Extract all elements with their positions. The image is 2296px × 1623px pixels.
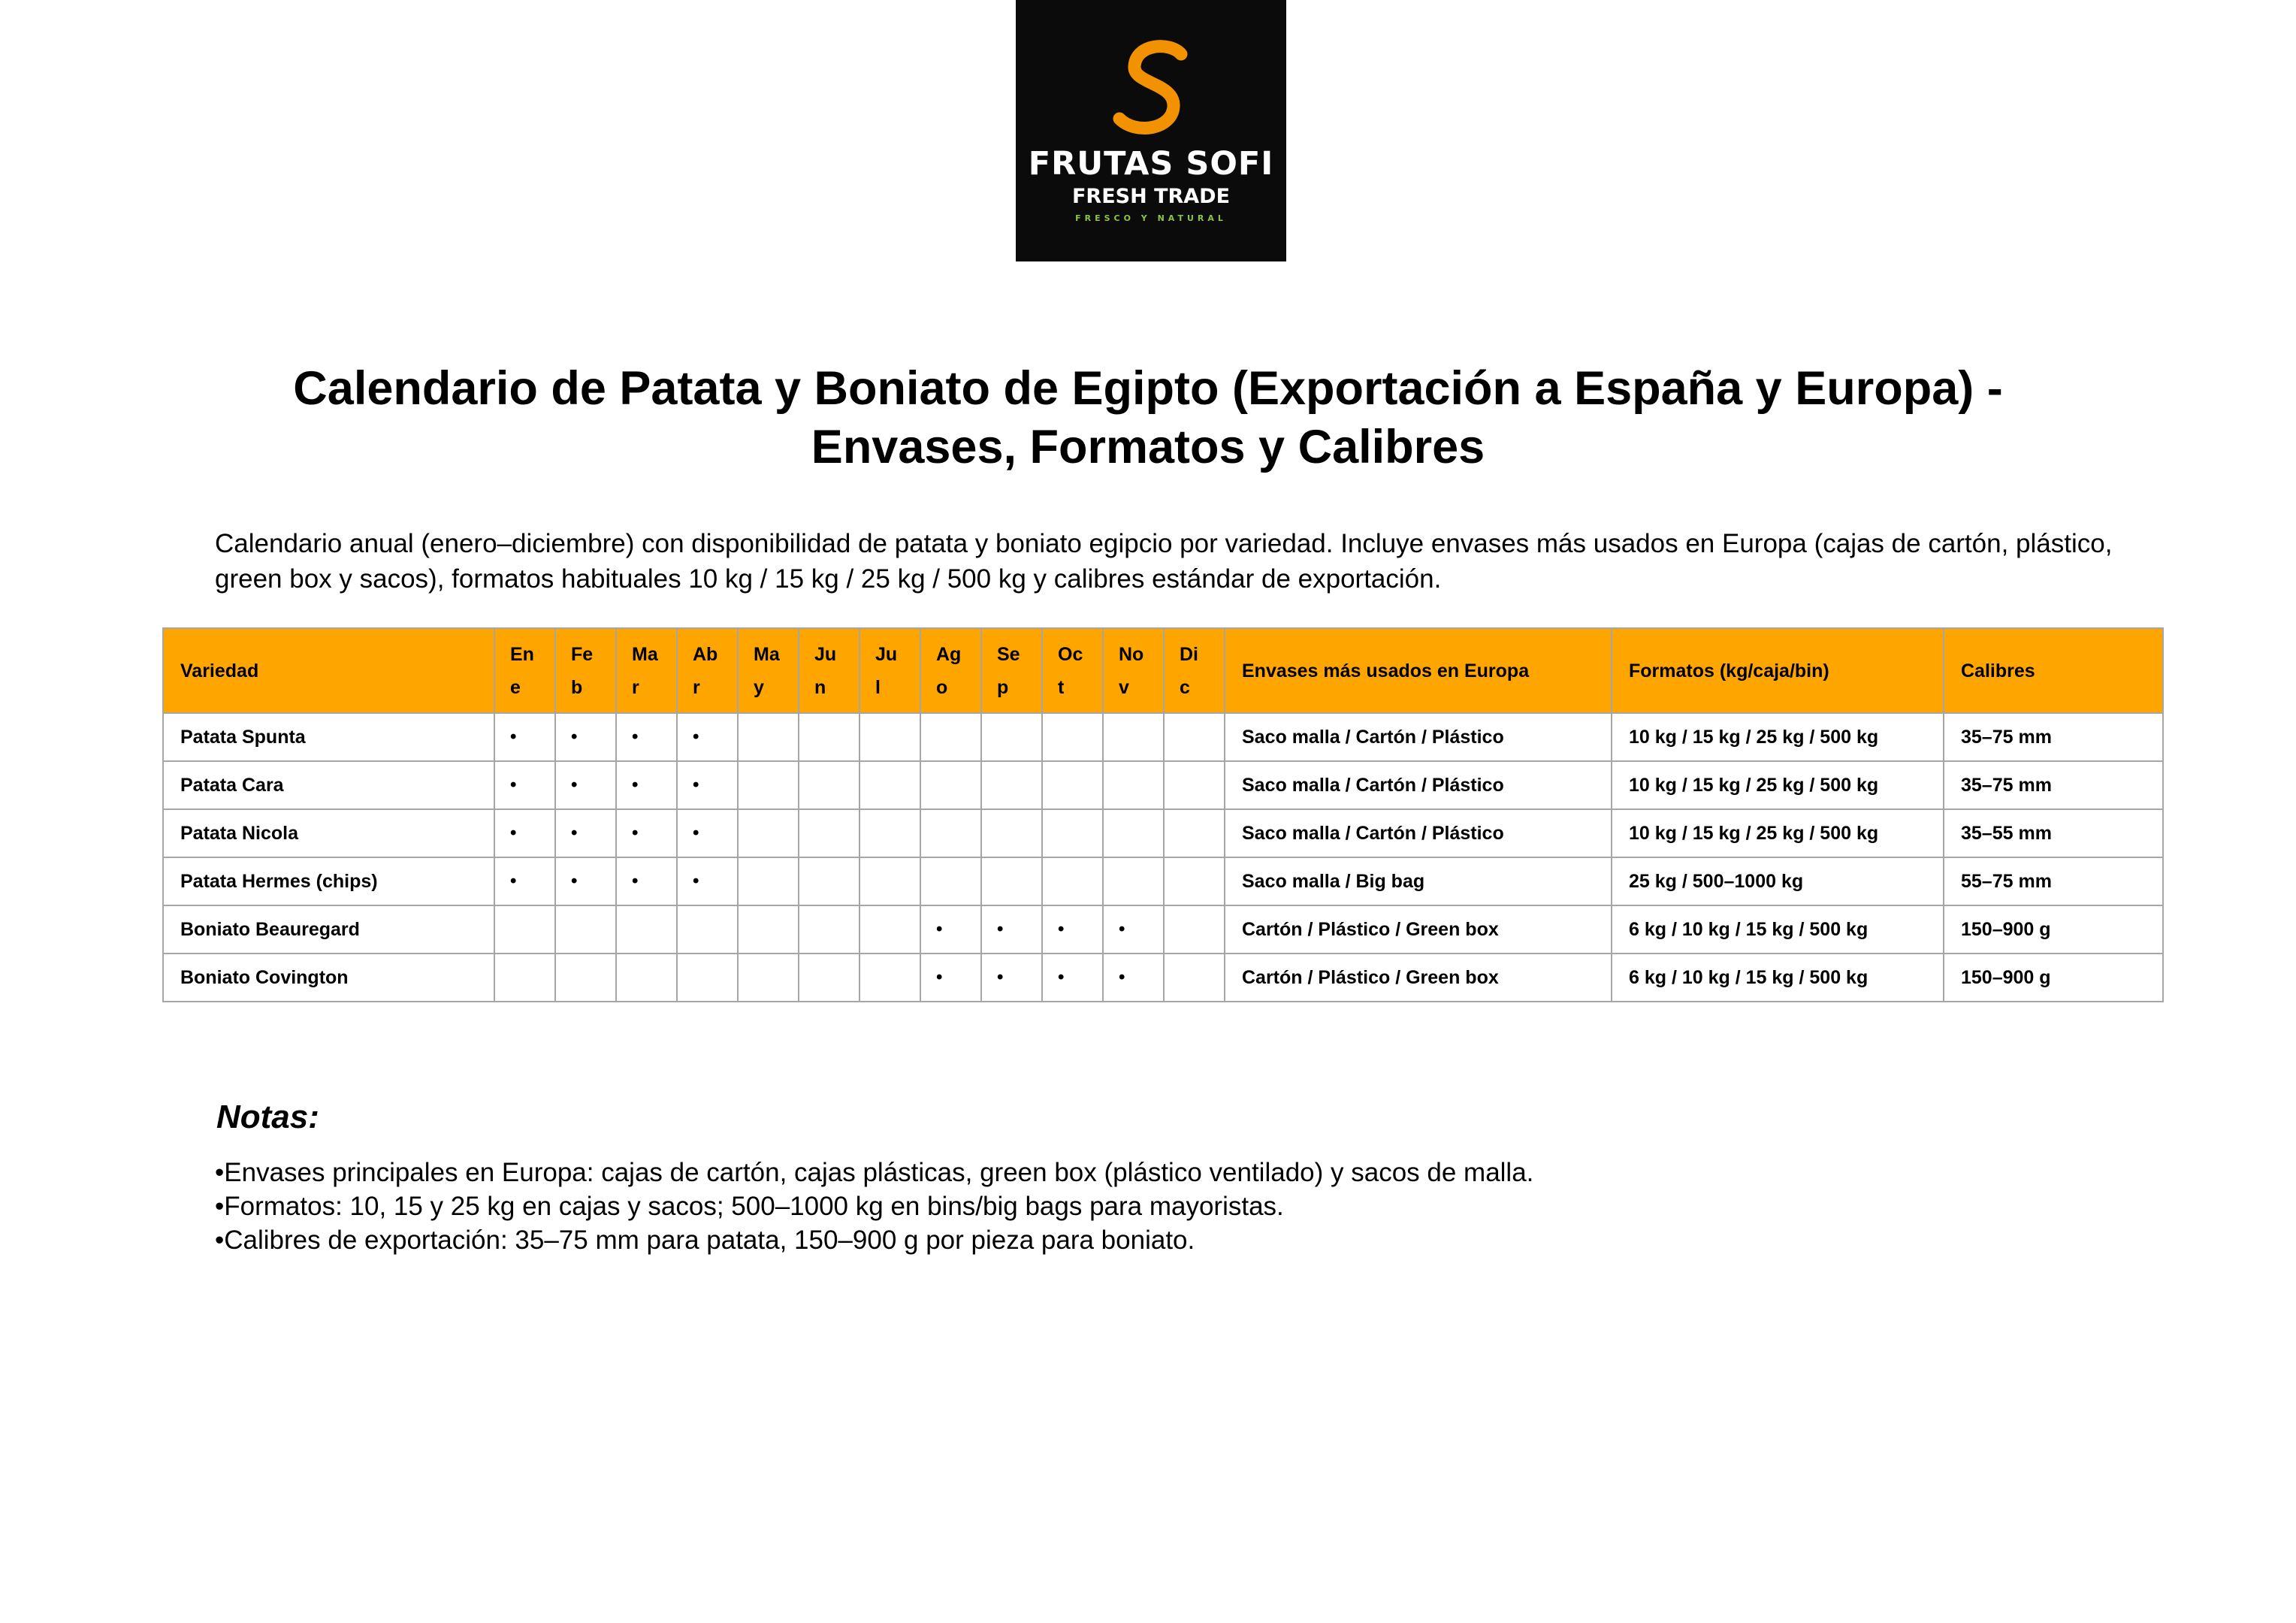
month-cell [1164,857,1225,905]
page-title [113,359,2183,476]
month-cell [981,761,1042,809]
month-cell: • [555,713,616,761]
month-cell: • [494,857,555,905]
variety-cell: Boniato Covington [163,954,494,1002]
month-cell [616,954,677,1002]
header-month: Jun [799,628,859,713]
month-cell [920,809,981,857]
company-logo [1016,0,1286,261]
month-cell: • [677,761,738,809]
month-cell [920,761,981,809]
calendar-table [162,627,2164,1002]
table-row [163,905,2163,954]
month-cell [1042,809,1103,857]
header-month: Ene [494,628,555,713]
header-month: Sep [981,628,1042,713]
logo-tagline: FRESCO Y NATURAL [1075,213,1227,223]
month-cell [859,857,920,905]
month-cell: • [677,857,738,905]
page-title-line1: Calendario de Patata y Boniato de Egipto (Exportación a España y Europa) - [293,362,2003,415]
sizes-cell: 35–75 mm [1944,761,2163,809]
month-cell: • [494,761,555,809]
month-cell [859,905,920,954]
month-cell: • [616,713,677,761]
month-cell [1103,857,1164,905]
packaging-cell: Cartón / Plástico / Green box [1225,905,1612,954]
month-cell: • [1042,905,1103,954]
header-sizes: Calibres [1944,628,2163,713]
notes-heading: Notas: [216,1099,319,1135]
header-variety: Variedad [163,628,494,713]
month-cell: • [616,857,677,905]
month-cell [1103,809,1164,857]
intro-paragraph: Calendario anual (enero–diciembre) con disponibilidad de patata y boniato egipcio por variedad. Incluye envases más usados en Europa (cajas de cartón, plástico, green box y sacos), formatos habituales 10 kg / 15 kg / 25 kg / 500 kg y calibres estándar de exportación. [215,529,2113,594]
month-cell [738,713,799,761]
month-cell: • [494,809,555,857]
header-formats: Formatos (kg/caja/bin) [1612,628,1944,713]
month-cell: • [677,809,738,857]
month-cell [738,809,799,857]
month-cell [859,809,920,857]
month-cell [1164,713,1225,761]
month-cell [859,713,920,761]
month-cell [1042,761,1103,809]
month-cell [494,954,555,1002]
table-row [163,761,2163,809]
month-cell [1042,713,1103,761]
month-cell [738,905,799,954]
packaging-cell: Saco malla / Cartón / Plástico [1225,713,1612,761]
month-cell [799,761,859,809]
formats-cell: 6 kg / 10 kg / 15 kg / 500 kg [1612,954,1944,1002]
packaging-cell: Saco malla / Big bag [1225,857,1612,905]
packaging-cell: Saco malla / Cartón / Plástico [1225,809,1612,857]
month-cell [799,905,859,954]
table-row [163,713,2163,761]
month-cell: • [494,713,555,761]
month-cell [494,905,555,954]
month-cell [738,954,799,1002]
packaging-cell: Cartón / Plástico / Green box [1225,954,1612,1002]
formats-cell: 10 kg / 15 kg / 25 kg / 500 kg [1612,713,1944,761]
sizes-cell: 150–900 g [1944,954,2163,1002]
header-month: Mar [616,628,677,713]
month-cell [1103,713,1164,761]
table-row [163,809,2163,857]
variety-cell: Patata Hermes (chips) [163,857,494,905]
month-cell [677,905,738,954]
month-cell: • [555,809,616,857]
sizes-cell: 150–900 g [1944,905,2163,954]
header-month: Feb [555,628,616,713]
header-month: Nov [1103,628,1164,713]
page-title-line2: Envases, Formatos y Calibres [811,421,1485,473]
sizes-cell: 35–75 mm [1944,713,2163,761]
variety-cell: Patata Spunta [163,713,494,761]
header-month: Oct [1042,628,1103,713]
month-cell: • [616,761,677,809]
logo-subtitle: FRESH TRADE [1071,185,1231,208]
logo-name: FRUTAS SOFI [1028,145,1274,183]
month-cell [799,713,859,761]
month-cell: • [616,809,677,857]
month-cell [920,857,981,905]
month-cell [799,809,859,857]
month-cell [981,713,1042,761]
month-cell [1164,905,1225,954]
header-month: Ago [920,628,981,713]
month-cell: • [677,713,738,761]
logo-s-mark [1016,0,1286,143]
header-month: Dic [1164,628,1225,713]
variety-cell: Boniato Beauregard [163,905,494,954]
month-cell [859,954,920,1002]
table-header-row [163,628,2163,713]
month-cell [920,713,981,761]
month-cell [1164,809,1225,857]
month-cell: • [920,905,981,954]
note-item: •Formatos: 10, 15 y 25 kg en cajas y sacos; 500–1000 kg en bins/big bags para mayoristas. [215,1192,1284,1221]
header-month: Jul [859,628,920,713]
notes-list [215,1156,2168,1257]
table-row [163,857,2163,905]
month-cell [738,857,799,905]
month-cell [799,954,859,1002]
month-cell: • [981,954,1042,1002]
month-cell: • [981,905,1042,954]
month-cell: • [1103,905,1164,954]
note-item: •Envases principales en Europa: cajas de cartón, cajas plásticas, green box (plástico ventilado) y sacos de malla. [215,1158,1534,1187]
month-cell [555,905,616,954]
month-cell [1164,761,1225,809]
month-cell: • [920,954,981,1002]
month-cell [981,857,1042,905]
sizes-cell: 55–75 mm [1944,857,2163,905]
month-cell [1042,857,1103,905]
month-cell [1164,954,1225,1002]
month-cell [677,954,738,1002]
month-cell: • [555,761,616,809]
table-row [163,954,2163,1002]
formats-cell: 25 kg / 500–1000 kg [1612,857,1944,905]
variety-cell: Patata Nicola [163,809,494,857]
month-cell [1103,761,1164,809]
formats-cell: 10 kg / 15 kg / 25 kg / 500 kg [1612,809,1944,857]
month-cell: • [1103,954,1164,1002]
variety-cell: Patata Cara [163,761,494,809]
formats-cell: 10 kg / 15 kg / 25 kg / 500 kg [1612,761,1944,809]
month-cell [616,905,677,954]
header-month: May [738,628,799,713]
month-cell [738,761,799,809]
header-packaging: Envases más usados en Europa [1225,628,1612,713]
note-item: •Calibres de exportación: 35–75 mm para patata, 150–900 g por pieza para boniato. [215,1226,1195,1255]
month-cell [859,761,920,809]
month-cell: • [555,857,616,905]
formats-cell: 6 kg / 10 kg / 15 kg / 500 kg [1612,905,1944,954]
header-month: Abr [677,628,738,713]
packaging-cell: Saco malla / Cartón / Plástico [1225,761,1612,809]
month-cell [981,809,1042,857]
month-cell [799,857,859,905]
sizes-cell: 35–55 mm [1944,809,2163,857]
month-cell: • [1042,954,1103,1002]
month-cell [555,954,616,1002]
